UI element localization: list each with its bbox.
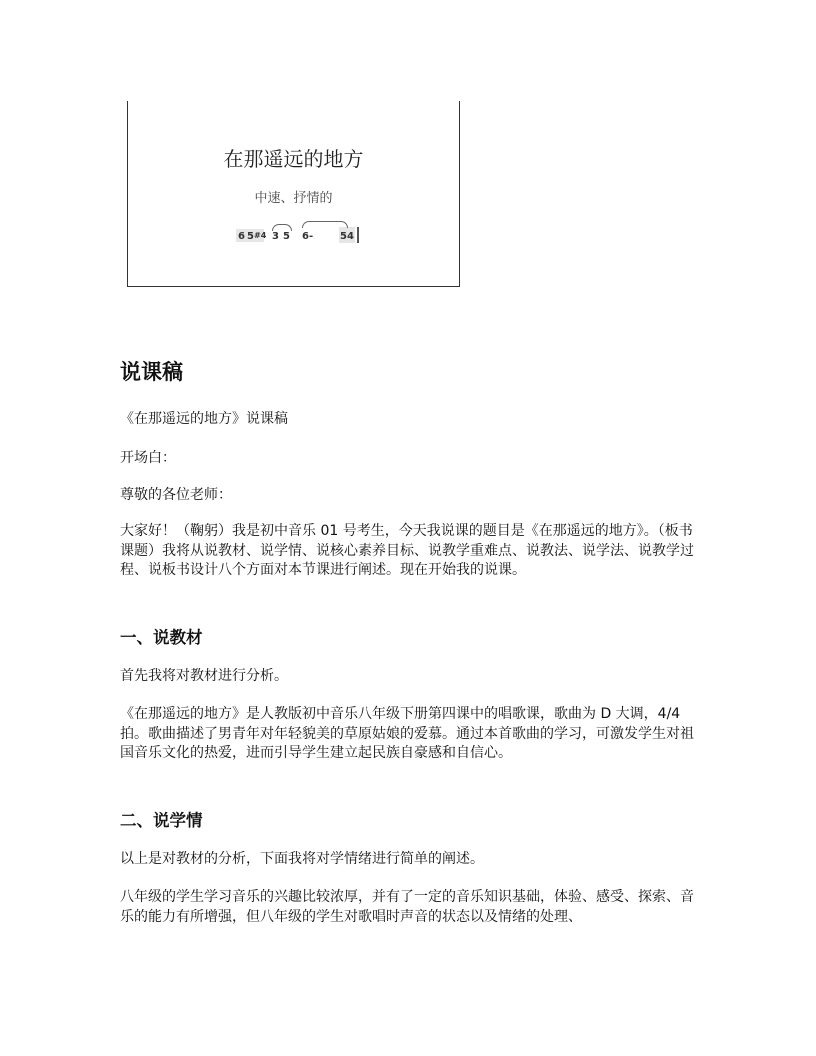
- note: 6-: [302, 231, 314, 242]
- note: 5: [283, 231, 290, 242]
- note: 5: [247, 231, 254, 242]
- section-heading-textbook: 一、说教材: [120, 628, 203, 647]
- note: #4: [254, 231, 267, 240]
- song-slide-image: [127, 101, 460, 287]
- tie-mark: [302, 221, 348, 228]
- textbook-intro: 首先我将对教材进行分析。: [120, 668, 288, 684]
- section-heading-students: 二、说学情: [120, 811, 203, 830]
- tie-mark: [272, 224, 292, 231]
- note: 3: [272, 231, 279, 242]
- intro-paragraph: 大家好！（鞠躬）我是初中音乐 01 号考生，今天我说课的题目是《在那遥远的地方》。（板书课题）我将从说教材、说学情、说核心素养目标、说教学重难点、说教法、说学法、说教学过程、说板书设计八个方面对本节课进行阐述。现在开始我的说课。: [120, 523, 694, 578]
- opening-label: 开场白：: [120, 450, 176, 466]
- slide-title: 在那遥远的地方: [223, 147, 364, 171]
- greeting: 尊敬的各位老师：: [120, 487, 232, 503]
- music-notation: [236, 225, 366, 247]
- slide-tempo: 中速、抒情的: [254, 191, 333, 206]
- students-paragraph: 八年级的学生学习音乐的兴趣比较浓厚，并有了一定的音乐知识基础，体验、感受、探索、音乐的能力有所增强，但八年级的学生对歌唱时声音的状态以及情绪的处理、: [120, 889, 694, 925]
- doc-title-line: 《在那遥远的地方》说课稿: [120, 411, 288, 427]
- textbook-paragraph: 《在那遥远的地方》是人教版初中音乐八年级下册第四课中的唱歌课，歌曲为 D 大调，4/4 拍。歌曲描述了男青年对年轻貌美的草原姑娘的爱慕。通过本首歌曲的学习，可激发学生对祖国音乐文化的热爱，进而引导学生建立起民族自豪感和自信心。: [120, 706, 694, 761]
- note: 5: [340, 231, 347, 242]
- note: 4: [347, 231, 354, 242]
- students-intro: 以上是对教材的分析，下面我将对学情绪进行简单的阐述。: [120, 851, 484, 867]
- barline: [357, 227, 359, 243]
- page-title: 说课稿: [120, 360, 183, 384]
- note: 6: [238, 231, 245, 242]
